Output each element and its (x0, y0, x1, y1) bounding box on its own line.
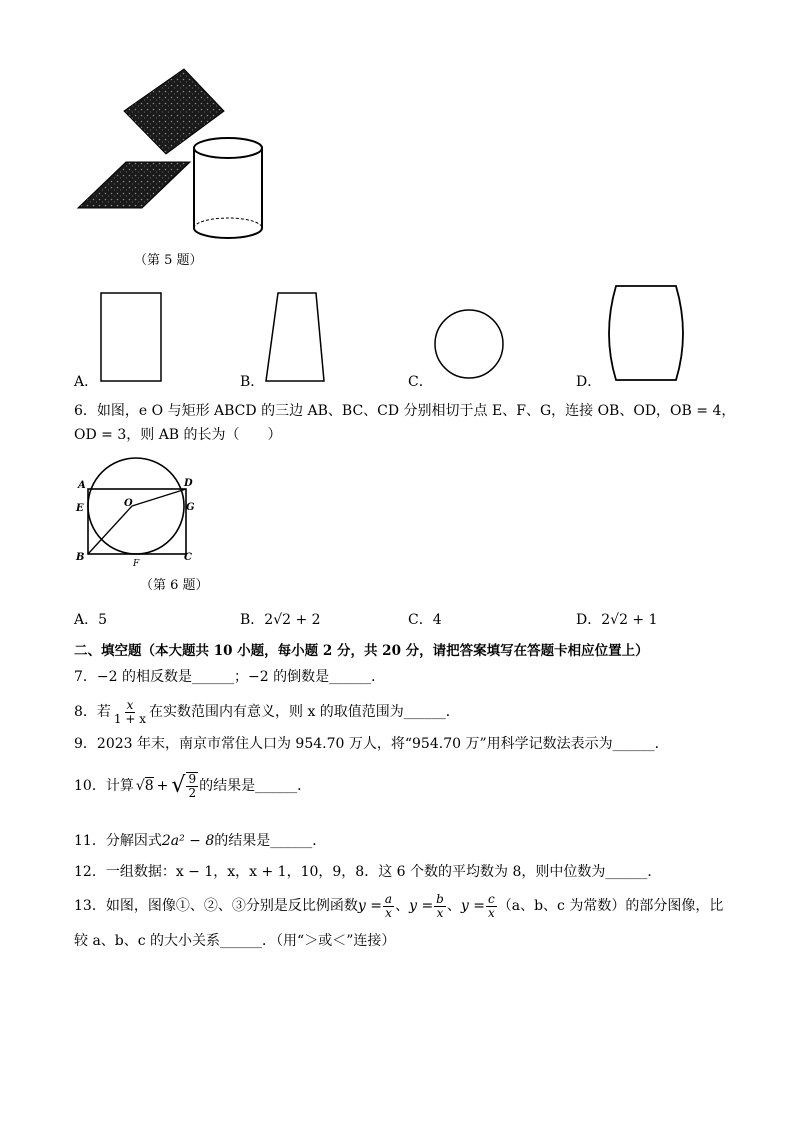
q6-option-d-value: 2√2 + 1 (601, 612, 658, 628)
side-view-parallelogram (78, 162, 190, 208)
q6-option-d-letter: D． (576, 612, 602, 628)
q13-frac-b: $\frac{b}{x}$ (436, 891, 444, 920)
q8-numerator: x (126, 697, 134, 712)
label-g: G (186, 502, 195, 513)
q10-sqrt8: √8 (135, 778, 154, 794)
option-b-trapezoid (264, 292, 328, 384)
q6-option-d (576, 611, 658, 629)
figure-6-caption: （第 6 题） (140, 578, 209, 593)
q10-denominator: 2 (188, 786, 197, 800)
figure-5 (74, 66, 274, 246)
q11-suffix: 的结果是______． (214, 833, 327, 849)
q6-option-b-value: 2√2 + 2 (264, 612, 321, 628)
q10-prefix: 10．计算 (74, 778, 134, 794)
q6-option-a-letter: A． (74, 612, 99, 628)
q10-radicand: 8 (144, 778, 154, 794)
option-d-label: D． (576, 374, 602, 390)
option-c-circle (434, 308, 506, 380)
q6-option-a (74, 611, 107, 629)
label-b: B (76, 552, 85, 563)
q10-numerator: 9 (188, 772, 197, 786)
q6-option-c (408, 611, 442, 629)
question-7: 7．−2 的相反数是______；−2 的倒数是______． (74, 669, 386, 685)
question-10 (74, 764, 311, 808)
figure-5-caption: （第 5 题） (134, 253, 203, 268)
q13-frac-c: $\frac{c}{x}$ (487, 891, 495, 920)
q13-prefix: 13．如图，图像①、②、③分别是反比例函数 (74, 898, 358, 914)
label-a: A (78, 480, 86, 491)
q8-fraction (112, 699, 148, 726)
q13-frac-a: $\frac{a}{x}$ (384, 891, 393, 920)
q8-prefix: 8．若 (74, 704, 111, 720)
question-11 (74, 832, 326, 850)
question-8 (74, 694, 460, 730)
option-d-barrel (610, 284, 686, 384)
option-a-label: A． (74, 374, 99, 390)
question-13-line-2: 较 a、b、c 的大小关系______．（用“＞或＜”连接） (74, 933, 396, 949)
question-6-line-2: OD = 3，则 AB 的长为（ ） (74, 427, 282, 443)
label-d: D (184, 478, 193, 489)
option-a-rectangle (100, 292, 164, 384)
question-9: 9．2023 年末，南京市常住人口为 954.70 万人，将“954.70 万”用科学记数法表示为______． (74, 736, 669, 752)
label-o: O (124, 498, 133, 509)
q13-eq-c-lhs: y = (460, 898, 485, 914)
question-12: 12．一组数据：x − 1，x，x + 1，10，9，8．这 6 个数的平均数为 8，则中位数为______． (74, 864, 662, 880)
q10-sqrt-frac: √ $\frac{9}{2}$ (171, 772, 197, 800)
option-b-label: B． (240, 374, 265, 390)
q10-plus: + (156, 778, 169, 794)
q13-middle: （a、b、c 为常数）的部分图像，比 (497, 898, 724, 914)
q11-expr: 2a² − 8 (161, 833, 215, 849)
q8-suffix: 在实数范围内有意义，则 x 的取值范围为______． (149, 704, 460, 720)
question-6-line-1: 6．如图，e O 与矩形 ABCD 的三边 AB、BC、CD 分别相切于点 E、F、G，连接 OB、OD，OB = 4， (74, 403, 736, 419)
label-c: C (184, 552, 192, 563)
figure-6 (74, 470, 204, 570)
q8-denominator: 1 + x (113, 711, 147, 726)
q13-eq-b-lhs: y = (409, 898, 434, 914)
q6-option-a-value: 5 (98, 612, 108, 628)
q11-prefix: 11．分解因式 (74, 833, 162, 849)
q6-option-b-letter: B． (240, 612, 265, 628)
label-f: F (133, 559, 140, 569)
q10-suffix: 的结果是______． (199, 778, 312, 794)
q6-option-c-value: 4 (432, 612, 442, 628)
label-e: E (76, 503, 84, 514)
q13-eq-a-lhs: y = (357, 898, 382, 914)
section-2-heading: 二、填空题（本大题共 10 小题，每小题 2 分，共 20 分，请把答案填写在答题卡相应位置上） (74, 643, 649, 659)
q6-option-c-letter: C． (408, 612, 433, 628)
question-13-line-1: 13．如图，图像①、②、③分别是反比例函数 y = $\frac{a}{x}$ 、 y = $\frac{b}{x}$ 、 y = $\frac{c}{x}$ （a、b、c 为常数）的部分图像，比 (74, 891, 724, 920)
option-c-label: C． (408, 374, 433, 390)
q6-option-b (240, 611, 321, 629)
